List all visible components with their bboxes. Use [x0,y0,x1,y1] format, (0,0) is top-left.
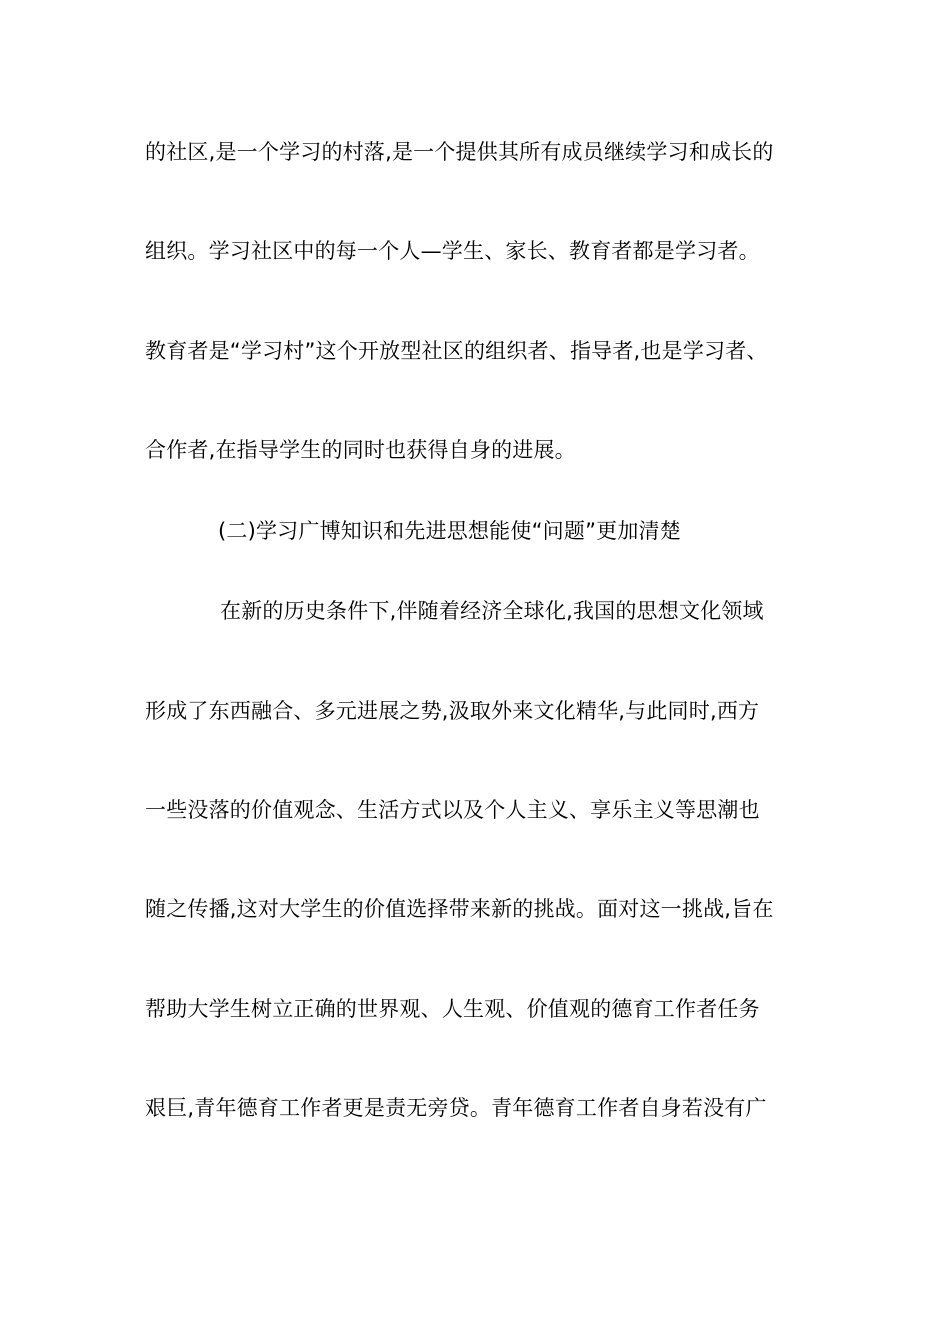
paragraph-line-8: 一些没落的价值观念、生活方式以及个人主义、享乐主义等思潮也 [145,798,760,822]
paragraph-line-2: 组织。学习社区中的每一个人—学生、家长、教育者都是学习者。 [145,239,760,263]
paragraph-line-6: 在新的历史条件下,伴随着经济全球化,我国的思想文化领域 [220,599,764,623]
paragraph-line-1: 的社区,是一个学习的村落,是一个提供其所有成员继续学习和成长的 [145,140,774,164]
paragraph-line-11: 艰巨,青年德育工作者更是责无旁贷。青年德育工作者自身若没有广 [145,1096,767,1120]
paragraph-line-10: 帮助大学生树立正确的世界观、人生观、价值观的德育工作者任务 [145,997,760,1021]
paragraph-line-9: 随之传播,这对大学生的价值选择带来新的挑战。面对这一挑战,旨在 [145,897,774,921]
paragraph-line-4: 合作者,在指导学生的同时也获得自身的进展。 [145,438,576,462]
section-heading: (二)学习广博知识和先进思想能使“问题”更加清楚 [218,519,681,543]
paragraph-line-7: 形成了东西融合、多元进展之势,汲取外来文化精华,与此同时,西方 [145,699,760,723]
paragraph-line-3: 教育者是“学习村”这个开放型社区的组织者、指导者,也是学习者、 [145,339,768,363]
